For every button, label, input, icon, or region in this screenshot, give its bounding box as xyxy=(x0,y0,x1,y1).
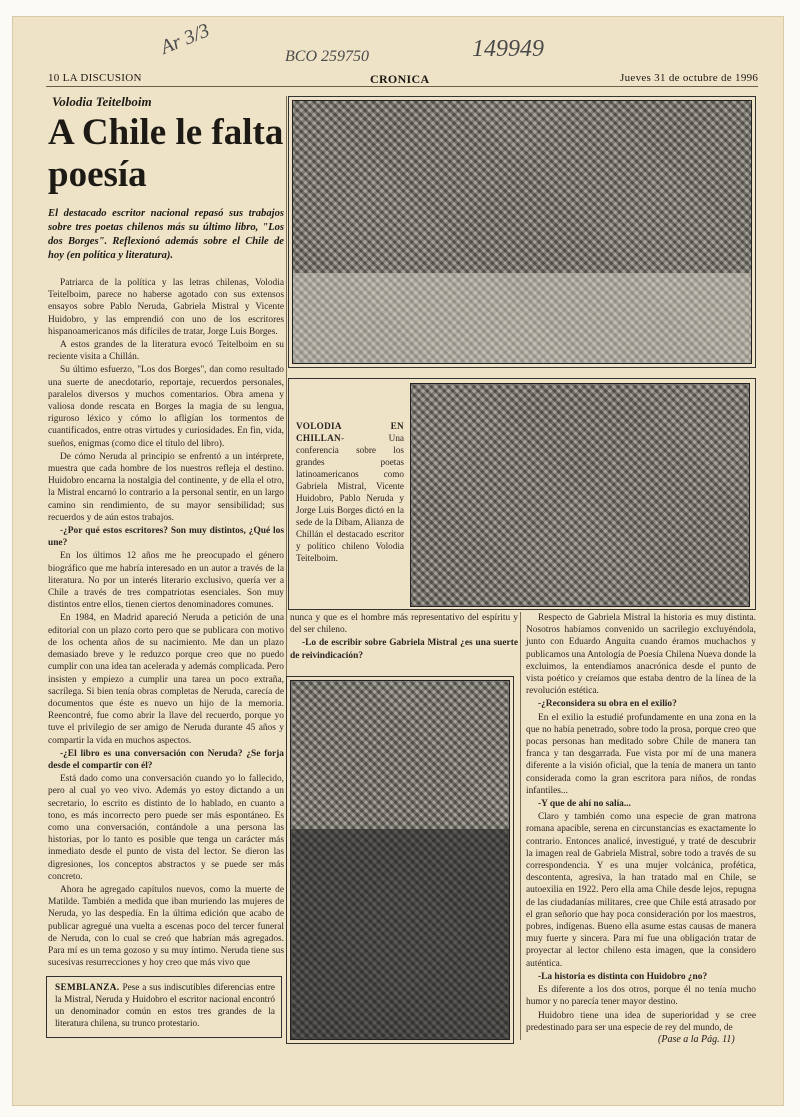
article-title: A Chile le falta poesía xyxy=(48,112,284,195)
photo-caption-chillan xyxy=(296,420,404,564)
column-divider xyxy=(520,612,521,1040)
caption-text: - Una conferencia sobre los grandes poetas latinoamericanos como Gabriela Mistral, Vicente Huidobro, Pablo Neruda y Jorge Luis Borges dictó en la sede de la Dibam, Alianza de Chillán el destacado escritor y político chileno Volodia Teitelboim. xyxy=(296,433,404,563)
article-column-2 xyxy=(290,612,518,663)
photo-panel-speakers xyxy=(292,100,752,364)
paragraph: nunca y que es el hombre más representativo del espíritu y del ser chileno. xyxy=(290,613,518,636)
paragraph: Su último esfuerzo, "Los dos Borges", dan como resultado una suerte de anecdotario, reportaje, recuerdos personales, paralelos diversos y muchos comentarios. Obra amena y valiosa donde rescata en Borges la magia de su lengua, riguroso léxico y cómo lo afligían los tormentos de cuantificados, entre otras virtudes y curiosidades. En fin, vida, sueños, enigmas (como dice el título del libro). xyxy=(48,365,284,449)
paragraph: A estos grandes de la literatura evocó Teitelboim en su reciente visita a Chillán. xyxy=(48,340,284,363)
archive-number: 149949 xyxy=(472,36,544,62)
photo-portrait-teitelboim xyxy=(290,680,510,1040)
paragraph: Ahora he agregado capítulos nuevos, como la muerte de Matilde. También a medida que iban muriendo las mujeres de Neruda, yo las despedía. En la última edición que acabo de publicar agregué una vuelta a escenas poco del tercer funeral de Neruda, con lo cual se creó que habrían más agregados. Para mí es un tema gozoso y su muy íntimo. Neruda tiene sus sucesivas resurrecciones y hoy creo que más vivo que xyxy=(48,884,284,969)
paragraph: Claro y también como una especie de gran matrona romana apacible, serena en circunstancias es exactamente lo contrario. Entonces analicé, investigué, y traté de descubrir la imagen real de Gabriela Mistral, sobre todo a través de su correspondencia. Y es una mujer volcánica, profética, descontenta, agresiva, la han tratado mal en Chile, se autoexilia en 1922. Pero ella ama Chile desde lejos, repugna de las ciudadanías militares, cree que Chile está atrasado por el gran señorío que hay poca consideración por los maestros, pobres, indígenas. Bueno ella asume estas causas de manera muy fuerte y sincera. Para mí fue una obligación tratar de proyectar al lector chileno esta imagen, que la considero auténtica. xyxy=(526,812,756,969)
article-lead: El destacado escritor nacional repasó sus trabajos sobre tres poetas chilenos más su último libro, "Los dos Borges". Reflexionó además sobre el Chile de hoy (en política y literatura). xyxy=(48,208,284,261)
paragraph: En 1984, en Madrid apareció Neruda a petición de una editorial con un plazo corto pero que se publicara con motivo de los ochenta años de su nacimiento. Me dan un plazo demasiado breve y le reduzco porque creo que no puedo cumplir con una idea tan acelerada y además complicada. Pero insisten y empiezo a cumplir una tarea un poco extraña, sacrílega. Si bien tenía obras completas de Neruda, carecía de documentos que éste es nuevo un hijo de la memoria. Reencontré, fue como abrir la llave del recuerdo, porque yo tuve el privilegio de ser amigo de Neruda durante 45 años y compartir la vida en muchos aspectos. xyxy=(48,613,284,746)
issue-date: Jueves 31 de octubre de 1996 xyxy=(620,72,759,84)
header-rule xyxy=(46,86,758,87)
interview-question: -¿Reconsidera su obra en el exilio? xyxy=(538,699,677,710)
semblanza-label: SEMBLANZA. xyxy=(55,982,120,992)
paragraph: Está dado como una conversación cuando yo lo fallecido, pero al cual yo veo vivo. Además yo estoy dictando a un secretario, lo escrito es distinto de lo hablado, en cuanto a tono, es más incorrecto pero puede ser más espontáneo. Es como una conversación, contándole a una persona las historias, por lo tanto es posible que tenga un carácter más inmediato desde el punto de vista del lector. Se dieron las digresiones, los conceptos abstractos y se puede ser más concreto. xyxy=(48,774,284,882)
paragraph: Patriarca de la política y las letras chilenas, Volodia Teitelboim, parece no haberse agotado con sus extensos ensayos sobre Pablo Neruda, Gabriela Mistral y Vicente Huidobro, y las emprendió con uno de los escritores hispanoamericanos más difíciles de tratar, Jorge Luis Borges. xyxy=(48,278,284,337)
interview-question: -¿El libro es una conversación con Neruda? ¿Se forja desde el compartir con él? xyxy=(48,748,284,771)
interview-question: -Y que de ahí no salía... xyxy=(538,799,631,810)
caption-label: VOLODIA EN CHILLAN xyxy=(296,421,404,443)
paragraph: De cómo Neruda al principio se enfrentó a un intérprete, muestra que cada hombre de los nuestros refleja el destino. Huidobro encarna la nostalgia del continente, y de ella el otro, la Mistral encarnó lo contrario a la personal sentir, en un largo camino sin rendimiento, de su mayor sensibilidad; sus recuerdos y de aún estos trabajos. xyxy=(48,451,284,523)
interview-question: -Lo de escribir sobre Gabriela Mistral ¿es una suerte de reivindicación? xyxy=(290,638,518,661)
paragraph: Es diferente a los dos otros, porque él no tenía mucho humor y no parecía tener mayor destino. xyxy=(526,985,756,1008)
article-column-1 xyxy=(48,277,284,970)
byline: Volodia Teitelboim xyxy=(52,94,152,109)
paragraph: En el exilio la estudié profundamente en una zona en la que no había penetrado, sobre todo la prosa, porque creo que pocas personas han meditado sobre Chile de manera tan franca y tan desgarrada. Fue vista por mí de una manera diferente a la visión oficial, que la tenía de manera un tanto considerada como la gran escritora para niños, de rondas infantiles... xyxy=(526,712,756,796)
section-title: CRONICA xyxy=(370,72,430,86)
paragraph: En los últimos 12 años me he preocupado el género biográfico que me habría interesado en un autor a través de la literatura. No por un interés literario exclusivo, quería ver a Chile a través de tres compatriotas esenciales. Son muy distintos entre ellos, tienen ciertos denominadores comunes. xyxy=(48,551,284,611)
semblanza-text: Pese a sus indiscutibles diferencias entre la Mistral, Neruda y Huidobro el escritor nacional encontró un denominador común en estos tres grandes de la literatura chilena, su trunco protestario. xyxy=(55,982,275,1028)
article-column-3 xyxy=(526,612,756,1035)
interview-question: -¿Por qué estos escritores? Son muy distintos, ¿Qué los une? xyxy=(48,526,284,549)
interview-question: -La historia es distinta con Huidobro ¿no? xyxy=(538,971,708,982)
archive-code: BCO 259750 xyxy=(285,48,369,65)
continued-on-page: (Pase a la Pág. 11) xyxy=(658,1034,735,1045)
photo-audience xyxy=(410,383,750,607)
semblanza-box xyxy=(46,976,282,1038)
paragraph: Huidobro tiene una idea de superioridad y se cree predestinado para ser una especie de rey del mundo, de xyxy=(526,1010,756,1033)
archive-mark-left: Ar 3/3 xyxy=(157,19,213,59)
paragraph: Respecto de Gabriela Mistral la historia es muy distinta. Nosotros habíamos convenido un sacrilegio excluyéndola, junto con Eduardo Anguita cuando éramos muchachos y publicamos una Antología de Poesía Chilena Nueva donde la excluimos, la entendíamos anacrónica desde el punto de vista poético y creíamos que estaba dentro de la línea de la revolución estética. xyxy=(526,613,756,697)
page-number-newspaper: 10 LA DISCUSION xyxy=(48,72,142,84)
